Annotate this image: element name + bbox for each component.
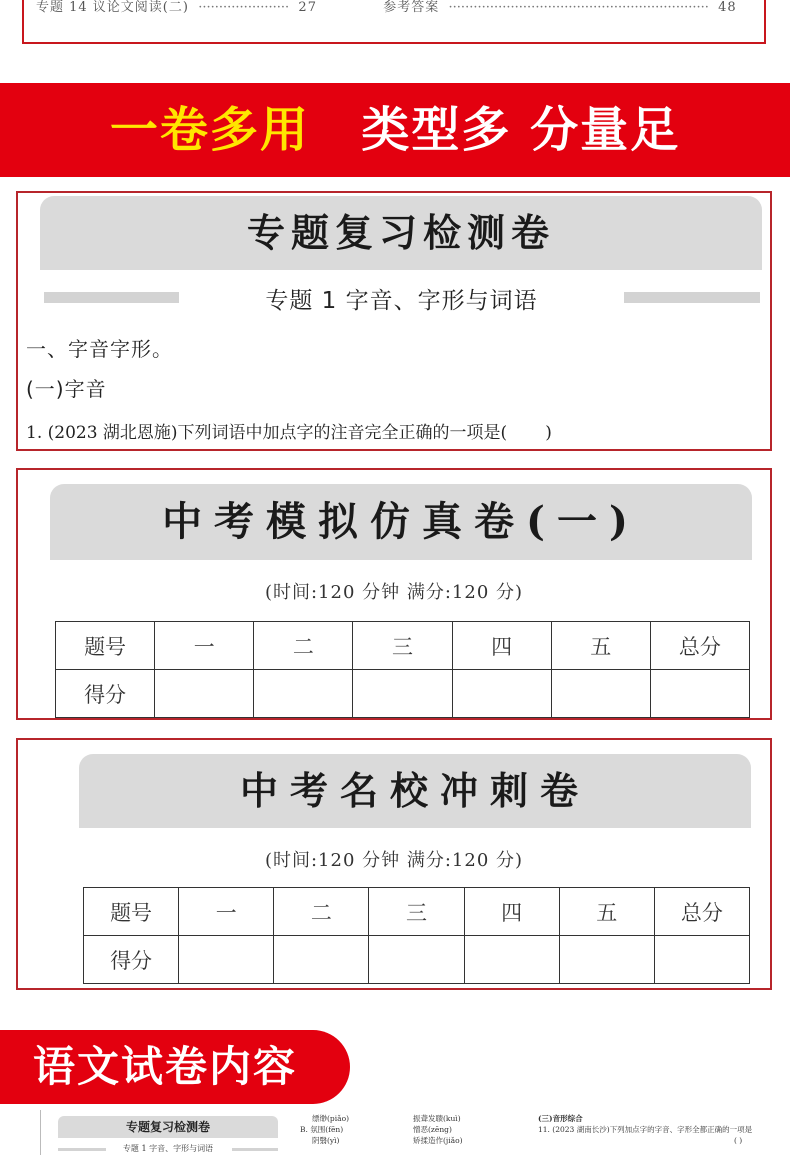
score-cell <box>452 670 551 718</box>
toc-left-page: 27 <box>298 0 317 15</box>
banner-yellow-text: 一卷多用 <box>109 102 310 158</box>
score-cell <box>650 670 749 718</box>
table-cell: 得分 <box>56 670 155 718</box>
preview-line: 11. (2023 湖南长沙)下列加点字的字音、字形全都正确的一项是 <box>538 1125 753 1134</box>
score-cell <box>179 936 274 984</box>
toc-row <box>36 0 737 15</box>
preview-column-2 <box>300 1113 349 1146</box>
score-cell <box>274 936 369 984</box>
section-label: 语文试卷内容 <box>32 1042 297 1091</box>
table-cell: 题号 <box>84 888 179 936</box>
exam-time-info: (时间:120 分钟 满分:120 分) <box>264 582 524 603</box>
table-cell: 总分 <box>654 888 749 936</box>
score-cell <box>155 670 254 718</box>
mock-exam-title: 中考模拟仿真卷(一) <box>50 484 752 560</box>
preview-line: (三)音形综合 <box>538 1114 583 1123</box>
preview-column-3 <box>413 1113 463 1146</box>
question-text <box>26 418 552 443</box>
question-body: 1. (2023 湖北恩施)下列词语中加点字的注音完全正确的一项是( <box>26 423 508 443</box>
table-row <box>84 888 750 936</box>
divider-bar-right <box>624 292 760 303</box>
question-paren-close: ) <box>545 423 552 443</box>
score-cell <box>559 936 654 984</box>
table-cell: 四 <box>452 622 551 670</box>
table-cell: 总分 <box>650 622 749 670</box>
toc-left-item: 专题 14 议论文阅读(二) <box>36 0 189 15</box>
preview-column-4 <box>538 1113 752 1146</box>
preview-subtitle: 专题 1 字音、字形与词语 <box>122 1144 214 1153</box>
subsection-heading: (一)字音 <box>26 377 107 401</box>
table-cell: 四 <box>464 888 559 936</box>
table-row <box>56 622 750 670</box>
preview-line: B. 氛围(fēn) <box>300 1125 344 1134</box>
score-cell <box>254 670 353 718</box>
table-cell: 三 <box>369 888 464 936</box>
exam-time-info: (时间:120 分钟 满分:120 分) <box>264 850 524 871</box>
toc-dots: ······················ <box>194 0 294 15</box>
table-cell: 五 <box>551 622 650 670</box>
preview-page-edge <box>40 1110 41 1155</box>
score-cell <box>369 936 464 984</box>
score-cell <box>353 670 452 718</box>
toc-right-page: 48 <box>718 0 737 15</box>
toc-dots: ······························································· <box>444 0 714 15</box>
topic-subtitle: 专题 1 字音、字形与词语 <box>265 288 538 314</box>
table-cell: 得分 <box>84 936 179 984</box>
preview-line: 缥缈(piǎo) <box>312 1114 350 1123</box>
preview-line: 矫揉造作(jiǎo) <box>413 1136 463 1145</box>
table-cell: 五 <box>559 888 654 936</box>
preview-bar-right <box>232 1148 278 1151</box>
score-table <box>83 887 750 984</box>
sprint-exam-title: 中考名校冲刺卷 <box>79 754 751 828</box>
table-cell: 二 <box>274 888 369 936</box>
table-row <box>84 936 750 984</box>
toc-right-item: 参考答案 <box>383 0 440 15</box>
table-cell: 二 <box>254 622 353 670</box>
divider-bar-left <box>44 292 179 303</box>
section-heading: 一、字音字形。 <box>26 337 173 361</box>
table-cell: 题号 <box>56 622 155 670</box>
preview-title: 专题复习检测卷 <box>58 1116 278 1138</box>
table-row <box>56 670 750 718</box>
preview-line: ( ) <box>734 1136 743 1145</box>
topic-review-title: 专题复习检测卷 <box>40 196 762 270</box>
score-cell <box>464 936 559 984</box>
table-cell: 一 <box>179 888 274 936</box>
banner-white-text: 类型多 分量足 <box>361 102 681 158</box>
score-table <box>55 621 750 718</box>
score-cell <box>551 670 650 718</box>
preview-line: 振聋发聩(kuì) <box>413 1114 461 1123</box>
table-cell: 三 <box>353 622 452 670</box>
table-cell: 一 <box>155 622 254 670</box>
promo-banner-text <box>0 83 790 177</box>
preview-line: 憎恶(zēng) <box>413 1125 452 1134</box>
score-cell <box>654 936 749 984</box>
preview-line: 阴翳(yì) <box>312 1136 340 1145</box>
